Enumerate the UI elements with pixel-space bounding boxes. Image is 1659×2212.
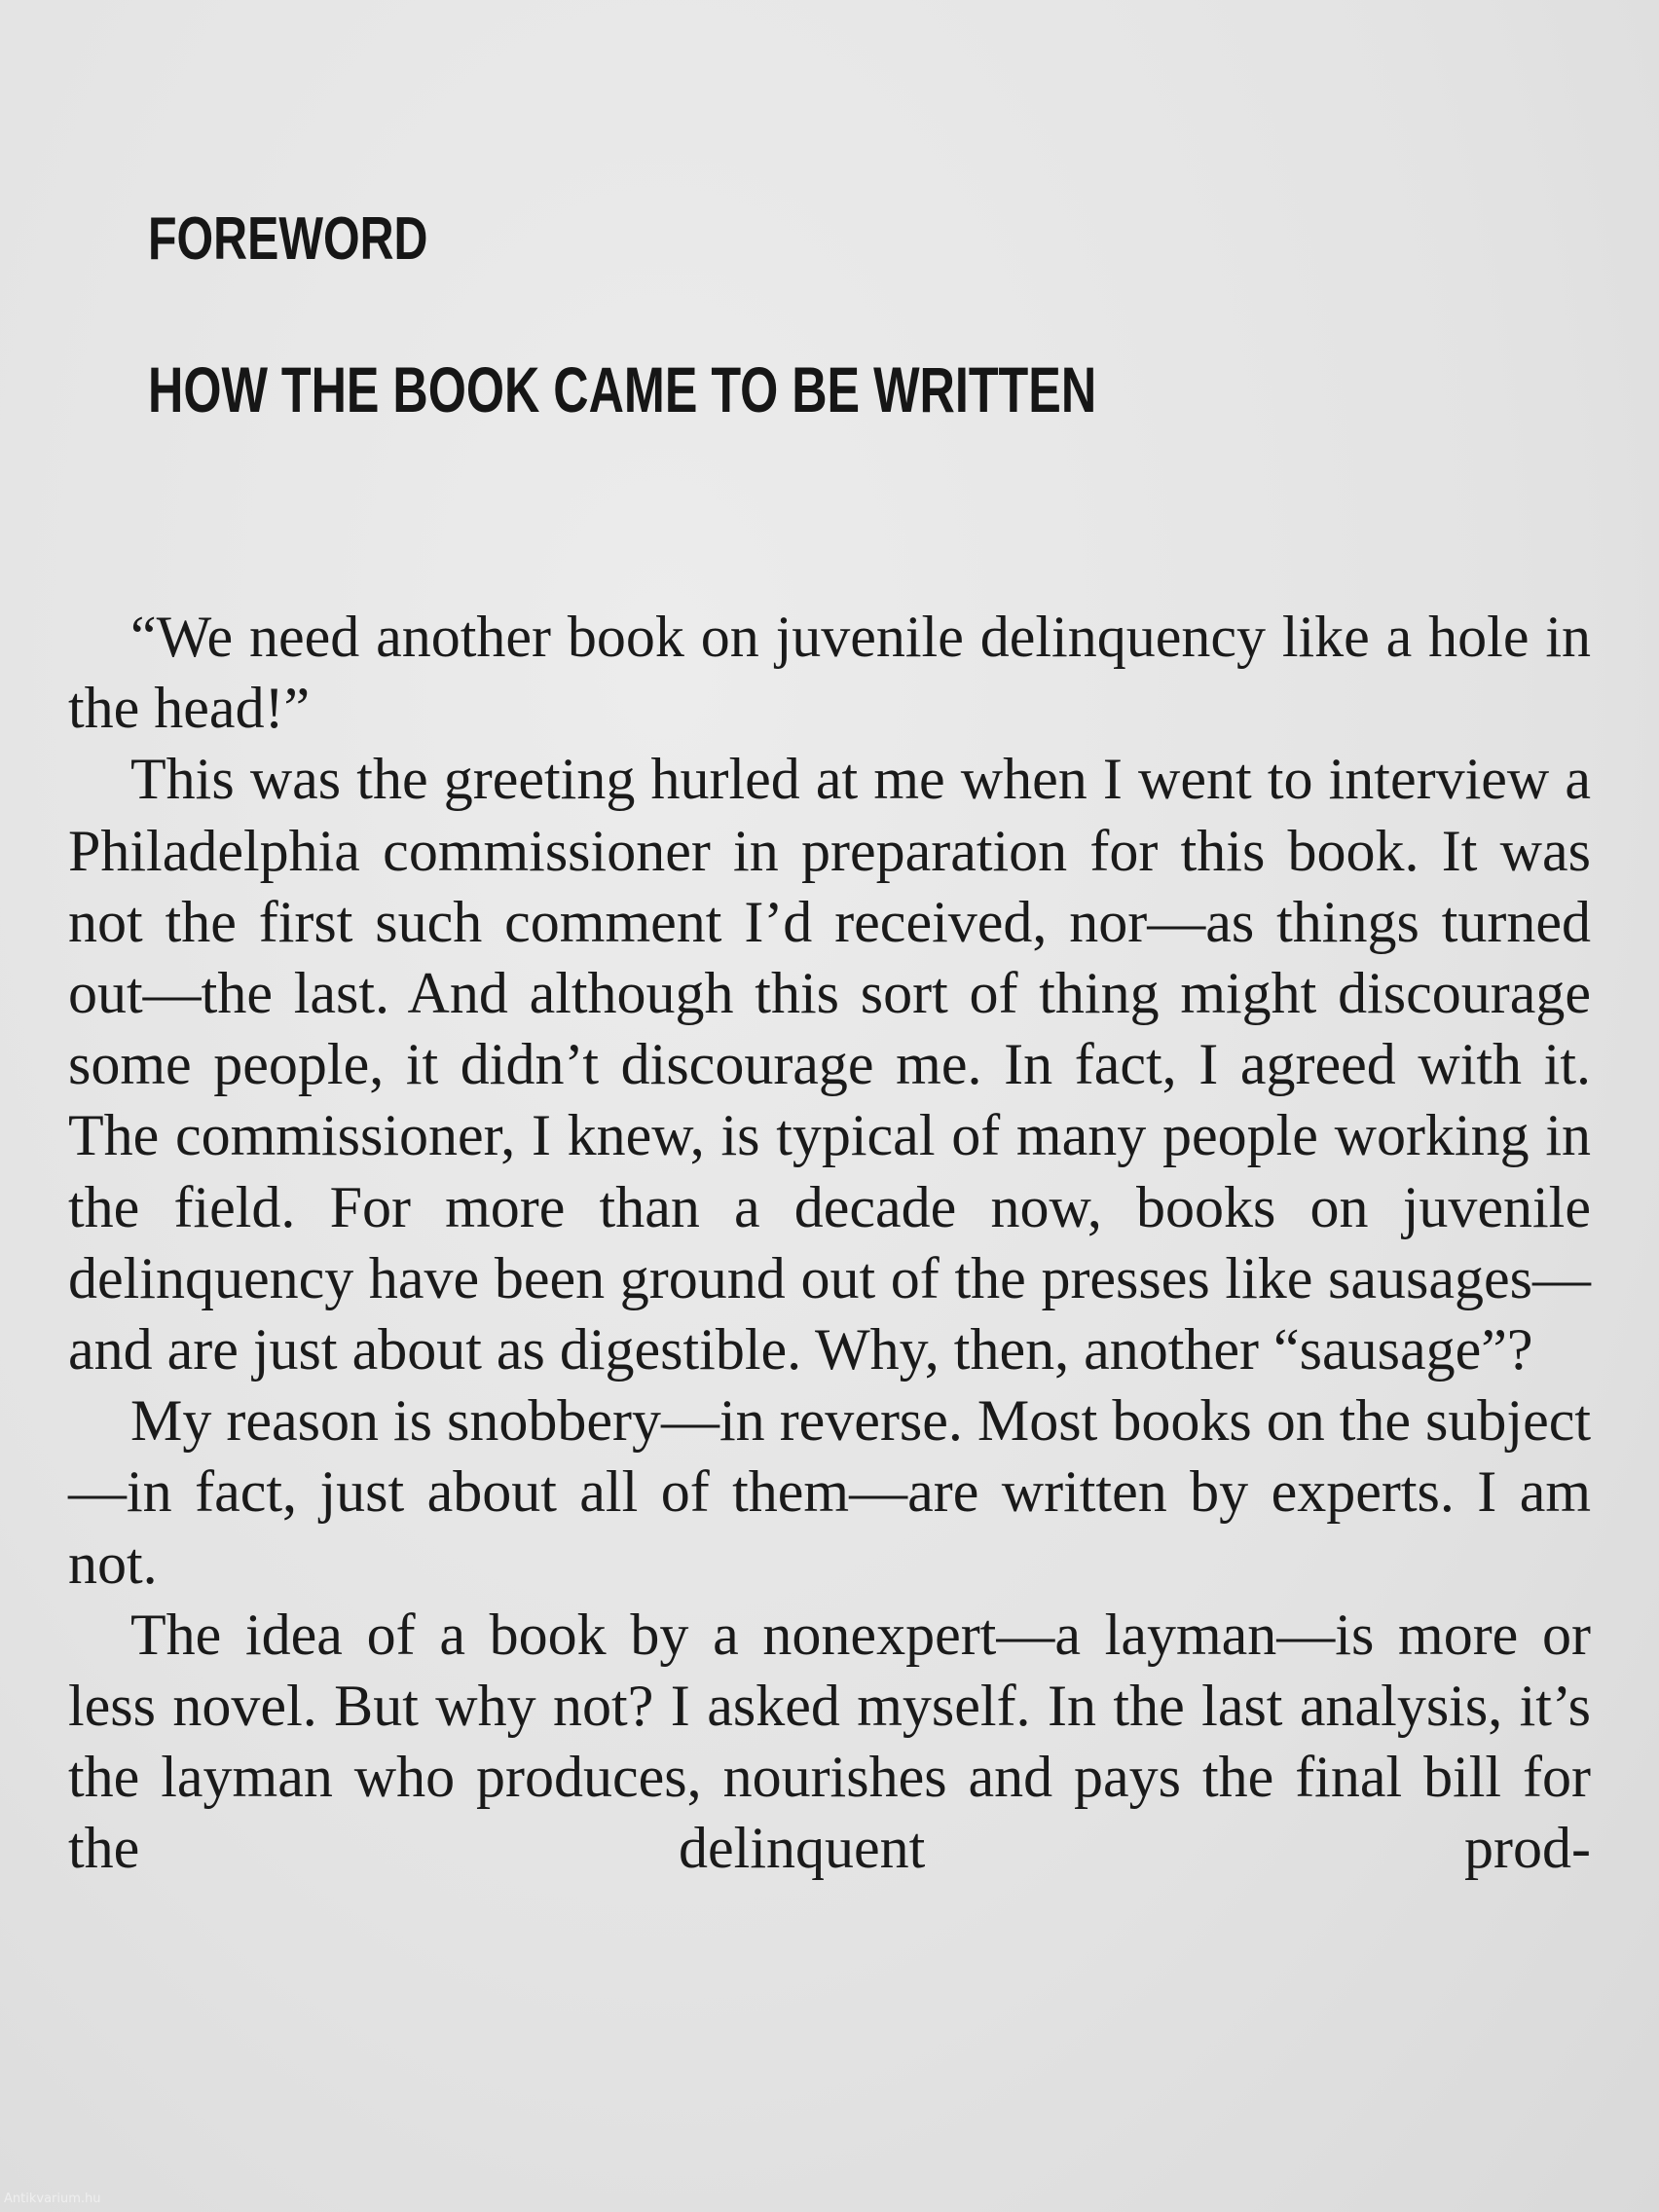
paragraph-1: “We need another book on juvenile delinquency like a hole in the head!” <box>68 605 1591 741</box>
paragraph-3: My reason is snobbery—in reverse. Most books on the subject—in fact, just about all of them—are written by experts. I am not. <box>68 1388 1591 1596</box>
watermark: Antikvarium.hu <box>4 2192 101 2206</box>
paragraph-4: The idea of a book by a nonexpert—a layman—is more or less novel. But why not? I asked myself. In the last analysis, it’s the layman who produces, nourishes and pays the final bill for the delinquent prod- <box>68 1602 1591 1881</box>
chapter-subtitle: HOW THE BOOK CAME TO BE WRITTEN <box>148 353 1097 425</box>
foreword-heading: FOREWORD <box>148 205 428 273</box>
paragraph-2: This was the greeting hurled at me when I went to interview a Philadelphia commissioner in preparation for this book. It was not the first such comment I’d received, nor—as things turned out—the last. And although this sort of thing might discourage some people, it didn’t discourage me. In fact, I agreed with it. The commissioner, I knew, is typical of many people working in the field. For more than a decade now, books on juvenile delinquency have been ground out of the presses like sausages—and are just about as digestible. Why, then, another “sausage”? <box>68 747 1591 1382</box>
body-text <box>68 602 1591 1885</box>
